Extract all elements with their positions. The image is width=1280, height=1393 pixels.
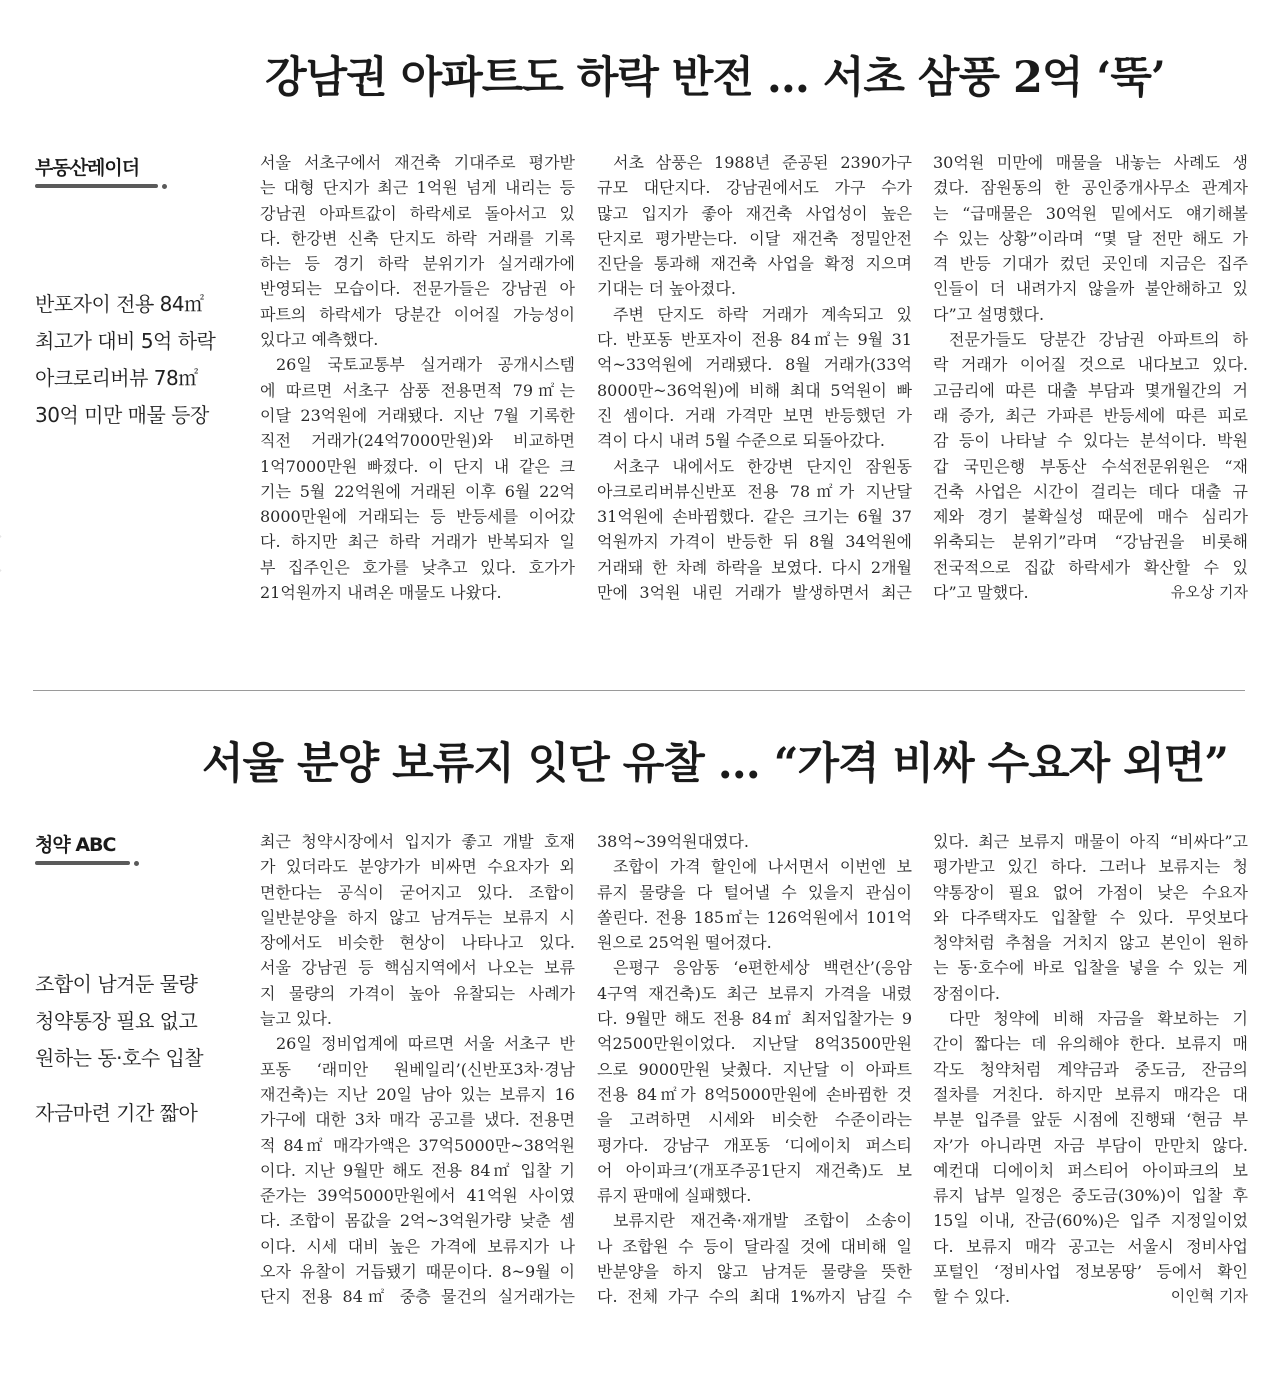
text-line: 단지로 평가받는다. 이달 재건축 정밀안전 [597,228,912,248]
subhead: 최고가 대비 5억 하락 [35,329,216,353]
text-line: 다. 조합이 몸값을 2억~3억원가량 낮춘 셈 [260,1211,575,1231]
text-line: 가 있더라도 분양가가 비싸면 수요자가 외 [260,857,575,877]
text-line: 진단을 통과해 재건축 사업을 확정 지으며 [597,254,912,274]
text-line: 아크로리버뷰신반포 전용 78㎡가 지난달 [597,481,912,501]
text-line: 보류지란 재건축·재개발 조합이 소송이 [613,1211,912,1231]
text-line: 억2500만원이었다. 지난달 8억3500만원 [597,1034,912,1054]
text-line: 장에서도 비슷한 현상이 나타나고 있다. [260,933,575,953]
subhead: 청약통장 필요 없고 [35,1009,198,1033]
text-line: 다만 청약에 비해 자금을 확보하는 기 [949,1009,1248,1029]
label-underline [35,184,158,188]
text-line: 고금리에 따른 대출 부담과 몇개월간의 거 [933,380,1248,400]
text-line: 다. 보류지 매각 공고는 서울시 정비사업 [933,1236,1248,1256]
article-column [933,829,1248,1310]
text-line: 제와 경기 불확실성 때문에 매수 심리가 [933,507,1248,527]
text-line: 감 등이 나타날 수 있다는 분석이다. 박원 [933,431,1248,451]
text-line: 다”고 설명했다. [933,304,1045,324]
text-line: 으로 9000만원 낮췄다. 지난달 이 아파트 [597,1059,912,1079]
text-line: 기는 5월 22억원에 거래된 이후 6월 22억 [260,481,575,501]
text-line: 평가다. 강남구 개포동 ‘디에이치 퍼스티 [597,1135,912,1155]
subhead: 30억 미만 매물 등장 [35,403,209,427]
text-line: 4구역 재건축)도 최근 보류지 가격을 내렸 [597,983,912,1003]
text-line: 청약처럼 추첨을 거치지 않고 본인이 원하 [933,933,1248,953]
text-line: 건축 사업은 시간이 걸리는 데다 대출 규 [933,481,1248,501]
text-line: 다. 하지만 최근 하락 거래가 반복되자 일 [260,532,575,552]
text-line: 늘고 있다. [260,1009,332,1029]
label-dot [134,861,139,866]
text-line: 8000만원에 거래되는 등 반등세를 이어갔 [260,507,575,527]
subhead: 자금마련 기간 짧아 [35,1101,198,1125]
text-line: 일반분양을 하지 않고 남겨두는 보류지 시 [260,907,575,927]
byline: 유오상 기자 [1170,583,1248,602]
text-line: 격 반등 기대가 컸던 곳인데 지금은 집주 [933,254,1248,274]
text-line: 21억원까지 내려온 매물도 나왔다. [260,583,502,603]
text-line: 간이 짧다는 데 유의해야 한다. 보류지 매 [933,1034,1248,1054]
text-line: 류지 납부 일정은 중도금(30%)이 입찰 후 [933,1186,1248,1206]
text-line: 평가받고 있긴 하다. 그러나 보류지는 청 [933,857,1248,877]
text-line: 반영되는 모습이다. 전문가들은 강남권 아 [260,279,575,299]
text-line: 강남권 아파트값이 하락세로 돌아서고 있 [260,203,575,223]
text-line: 많고 입지가 좋아 재건축 사업성이 높은 [597,203,912,223]
text-line: 는 대형 단지가 최근 1억원 넘게 내리는 등 [260,178,575,198]
text-line: 격이 다시 내려 5월 수준으로 되돌아갔다. [597,431,885,451]
text-line: 수 있는 상황”이라며 “몇 달 전만 해도 가 [933,228,1248,248]
text-line: 있다고 예측했다. [260,330,379,350]
text-line: 26일 국토교통부 실거래가 공개시스템 [276,355,575,375]
text-line: 할 수 있다. [933,1287,1011,1307]
text-line: 나 조합원 수 등이 달라질 것에 대비해 일 [597,1236,912,1256]
text-line: 락 거래가 이어질 것으로 내다보고 있다. [933,355,1248,375]
text-line: 1억7000만원 빠졌다. 이 단지 내 같은 크 [260,456,575,476]
text-line: 서초구 내에서도 한강변 단지인 잠원동 [613,456,912,476]
text-line: 억~33억원에 거래됐다. 8월 거래가(33억 [597,355,912,375]
text-line: 재건축)는 지난 20일 남아 있는 보류지 16 [260,1084,575,1104]
section-divider [33,690,1245,691]
subheads [35,286,245,434]
text-line: 26일 정비업계에 따르면 서울 서초구 반 [276,1034,575,1054]
text-line: 갑 국민은행 부동산 수석전문위원은 “재 [933,456,1248,476]
subhead: 아크로리버뷰 78㎡ [35,366,198,390]
text-line: 각도 청약처럼 계약금과 중도금, 잔금의 [933,1059,1248,1079]
text-line: 전문가들도 당분간 강남권 아파트의 하 [949,330,1248,350]
text-line: 이다. 시세 대비 높은 가격에 보류지가 나 [260,1236,575,1256]
text-line: 장점이다. [933,983,1000,1003]
text-line: 포동 ‘래미안 원베일리’(신반포3차·경남 [260,1059,575,1079]
text-line: 진 셈이다. 거래 가격만 보면 반등했던 가 [597,405,912,425]
text-line: 기대는 더 높아졌다. [597,279,736,299]
section-label: 청약 ABC [35,834,116,856]
text-line: 지 물량의 가격이 높아 유찰되는 사례가 [260,983,575,1003]
text-line: 30억원 미만에 매물을 내놓는 사례도 생 [933,153,1248,172]
text-line: 다”고 말했다. [933,583,1029,603]
text-line: 와 다주택자도 입찰할 수 있다. 무엇보다 [933,907,1248,927]
text-line: 부분 입주를 앞둔 시점에 진행돼 ‘현금 부 [933,1110,1248,1130]
label-dot [162,184,167,189]
text-line: 포털인 ‘정비사업 정보몽땅’ 등에서 확인 [933,1262,1248,1282]
text-line: 부 집주인은 호가를 낮추고 있다. 호가가 [260,557,575,577]
text-line: 최근 청약시장에서 입지가 좋고 개발 호재 [260,832,575,851]
text-line: 주변 단지도 하락 거래가 계속되고 있 [613,304,912,324]
text-line: 38억~39억원대였다. [597,832,749,851]
text-line: 는 “급매물은 30억원 밑에서도 얘기해볼 [933,203,1248,223]
text-line: 에 따르면 서초구 삼풍 전용면적 79㎡는 [260,380,575,400]
text-line: 류지 물량을 다 털어낼 수 있을지 관심이 [597,882,912,902]
subhead: 반포자이 전용 84㎡ [35,292,204,316]
text-line: 인들이 더 내려가지 않을까 불안해하고 있 [933,279,1248,299]
article-column [933,150,1248,605]
text-line: 약통장이 필요 없어 가점이 낮은 수요자 [933,882,1248,902]
text-line: 8000만~36억원)에 비해 최대 5억원이 빠 [597,380,912,400]
text-line: 31억원에 손바뀜했다. 같은 크기는 6월 37 [597,507,912,527]
text-line: 있다. 최근 보류지 매물이 아직 “비싸다”고 [933,832,1248,851]
text-line: 가구에 대한 3차 매각 공고를 냈다. 전용면 [260,1110,575,1130]
text-line: 면한다는 공식이 굳어지고 있다. 조합이 [260,882,575,902]
text-line: 래 증가, 최근 가파른 반등세에 따른 피로 [933,405,1248,425]
text-line: 자’가 아니라면 자금 부담이 만만치 않다. [933,1135,1248,1155]
text-line: 어 아이파크’(개포주공1단지 재건축)도 보 [597,1160,912,1180]
text-line: 전용 84㎡가 8억5000만원에 손바뀜한 것 [597,1084,912,1104]
text-line: 서초 삼풍은 1988년 준공된 2390가구 [613,153,912,172]
text-line: 거래돼 한 차례 하락을 보였다. 다시 2개월 [597,557,912,577]
text-line: 다. 전체 가구 수의 최대 1%까지 남길 수 [597,1287,912,1307]
text-line: 조합이 가격 할인에 나서면서 이번엔 보 [613,857,912,877]
subheads [35,966,245,1132]
text-line: 만에 3억원 내린 거래가 발생하면서 최근 [597,583,912,603]
text-line: 절차를 거친다. 하지만 보류지 매각은 대 [933,1084,1248,1104]
text-line: 예컨대 디에이치 퍼스티어 아이파크의 보 [933,1160,1248,1180]
subhead: 조합이 남겨둔 물량 [35,972,198,996]
text-line: 는 동·호수에 바로 입찰을 넣을 수 있는 게 [933,958,1248,978]
text-line: 오자 유찰이 거듭됐기 때문이다. 8~9월 이 [260,1262,575,1282]
text-line: 이달 23억원에 거래됐다. 지난 7월 기록한 [260,405,575,425]
text-line: 적 84㎡ 매각가액은 37억5000만~38억원 [260,1135,575,1155]
article-headline: 강남권 아파트도 하락 반전 … 서초 삼풍 2억 ‘뚝’ [265,53,1165,103]
text-line: 은평구 응암동 ‘e편한세상 백련산’(응암 [613,958,912,978]
text-line: 억원까지 가격이 반등한 뒤 8월 34억원에 [597,532,912,552]
text-line: 규모 대단지다. 강남권에서도 가구 수가 [597,178,912,198]
byline: 이인혁 기자 [1170,1287,1248,1306]
text-line: 겼다. 잠원동의 한 공인중개사무소 관계자 [933,178,1248,198]
text-line: 서울 서초구에서 재건축 기대주로 평가받 [260,153,575,172]
article-column [260,829,575,1310]
text-line: 15일 이내, 잔금(60%)은 입주 지정일이었 [933,1211,1248,1231]
article-column [597,150,912,605]
text-line: 위축되는 분위기”라며 “강남권을 비롯해 [933,532,1248,552]
text-line: 파트의 하락세가 당분간 이어질 가능성이 [260,304,575,324]
text-line: 이다. 지난 9월만 해도 전용 84㎡ 입찰 기 [260,1160,575,1180]
text-line: 을 고려하면 시세와 비슷한 수준이라는 [597,1110,912,1130]
section-label: 부동산레이더 [35,157,140,179]
text-line: 하는 등 경기 하락 분위기가 실거래가에 [260,254,575,274]
text-line: 직전 거래가(24억7000만원)와 비교하면 [260,431,575,451]
text-line: 준가는 39억5000만원에서 41억원 사이였 [260,1186,575,1206]
subhead: 원하는 동·호수 입찰 [35,1046,204,1070]
text-line: 류지 판매에 실패했다. [597,1186,752,1206]
label-underline [35,861,130,865]
text-line: 다. 반포동 반포자이 전용 84㎡는 9월 31 [597,330,912,350]
text-line: 단지 전용 84㎡ 중층 물건의 실거래가는 [260,1287,575,1307]
article-headline: 서울 분양 보류지 잇단 유찰 … “가격 비싸 수요자 외면” [202,739,1228,789]
text-line: 쏠린다. 전용 185㎡는 126억원에서 101억 [597,907,912,927]
text-line: 다. 한강변 신축 단지도 하락 거래를 기록 [260,228,575,248]
text-line: 반분양을 하지 않고 남겨둔 물량을 뜻한 [597,1262,912,1282]
text-line: 다. 9월만 해도 전용 84㎡ 최저입찰가는 9 [597,1009,912,1029]
chevron-left-icon [0,534,19,572]
text-line: 서울 강남권 등 핵심지역에서 나오는 보류 [260,958,575,978]
article-column [597,829,912,1310]
article-column [260,150,575,605]
text-line: 전국적으로 집값 하락세가 확산할 수 있 [933,557,1248,577]
text-line: 원으로 25억원 떨어졌다. [597,933,772,953]
